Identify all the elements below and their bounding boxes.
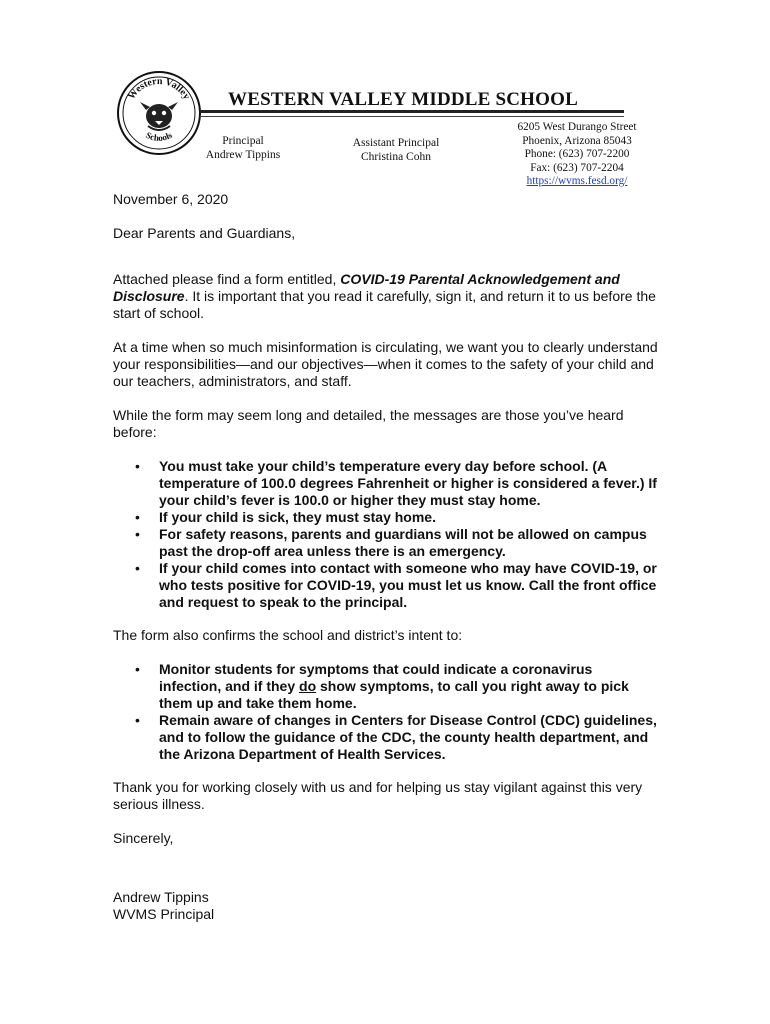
paragraph-form-attached [113, 271, 658, 322]
address-street: 6205 West Durango Street [517, 121, 637, 133]
principal-title: Principal [222, 135, 264, 147]
list-item: • Remain aware of changes in Centers for Disease Control (CDC) guidelines, and to follow the guidance of the CDC, the county health department, and the Arizona Department of Health Services. [113, 712, 658, 763]
seal-text-bottom: Schools [144, 129, 174, 143]
list2-item1-start: Monitor students for symptoms that could indicate a coronavirus infection, and if they [159, 661, 593, 694]
list-item: • If your child is sick, they must stay home. [113, 509, 658, 526]
closing: Sincerely, [113, 830, 174, 846]
list2-item1-underlined: do [299, 678, 317, 694]
school-intent-list [113, 661, 658, 763]
header-rule-thin [200, 116, 624, 117]
signer-title: WVMS Principal [113, 906, 215, 922]
list2-item1-end: show symptoms, to call you right away to pick them up and take them home. [159, 678, 629, 711]
assistant-principal-block [336, 136, 456, 164]
header-rule-thick [200, 110, 624, 113]
assistant-principal-name: Christina Cohn [361, 151, 431, 163]
form-title: COVID-19 Parental Acknowledgement and Disclosure [113, 271, 620, 304]
list-item: • You must take your child’s temperature every day before school. (A temperature of 100.0 degrees Fahrenheit or higher is considered a fever.) If your child’s fever is 100.0 or higher they must stay home. [113, 458, 658, 509]
seal-text-top: Western Valley [126, 75, 192, 102]
paragraph-thanks: Thank you for working closely with us and for helping us stay vigilant against this very serious illness. [113, 779, 643, 812]
paragraph-messages: While the form may seem long and detailed, the messages are those you’ve heard before: [113, 407, 624, 440]
paragraph-misinformation: At a time when so much misinformation is circulating, we want you to clearly understand your responsibilities—and our objectives—when it comes to the safety of your child and our teachers, administrators, and staff. [113, 339, 658, 389]
assistant-principal-title: Assistant Principal [352, 137, 440, 149]
list-item: • For safety reasons, parents and guardians will not be allowed on campus past the drop-off area unless there is an emergency. [113, 526, 658, 560]
parent-responsibilities-list [113, 458, 658, 611]
principal-name: Andrew Tippins [205, 149, 281, 161]
principal-block [190, 134, 296, 162]
letter-date: November 6, 2020 [113, 191, 229, 207]
p1-end: . It is important that you read it carefully, sign it, and return it to us before the start of school. [113, 288, 656, 321]
address-block [500, 121, 654, 189]
salutation: Dear Parents and Guardians, [113, 225, 296, 241]
signer-name: Andrew Tippins [113, 889, 209, 905]
list-item: • If your child comes into contact with someone who may have COVID-19, or who tests positive for COVID-19, you must let us know. Call the front office and request to speak to the principal. [113, 560, 658, 611]
address-city: Phoenix, Arizona 85043 [522, 134, 632, 147]
p1-start: Attached please find a form entitled, [113, 271, 341, 287]
website-link[interactable]: https://wvms.fesd.org/ [526, 175, 628, 187]
fax-number: Fax: (623) 707-2204 [530, 161, 624, 174]
paragraph-intent: The form also confirms the school and district’s intent to: [113, 627, 463, 643]
phone-number: Phone: (623) 707-2200 [524, 148, 630, 160]
list-item [113, 661, 658, 712]
school-name: WESTERN VALLEY MIDDLE SCHOOL [228, 89, 578, 110]
letter-body [113, 191, 658, 923]
